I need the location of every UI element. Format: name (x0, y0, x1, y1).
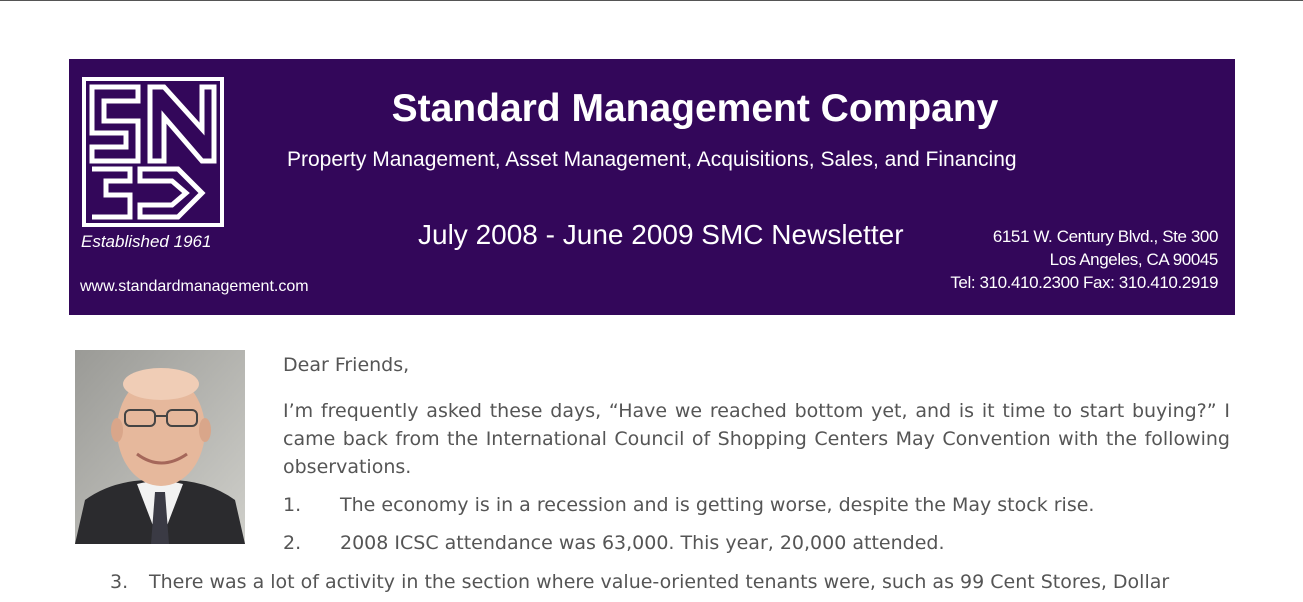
company-tagline: Property Management, Asset Management, Acquisitions, Sales, and Financing (287, 148, 1017, 171)
list-item (110, 568, 1235, 596)
list-item-number: 3. (110, 571, 129, 593)
list-item-number: 1. (283, 494, 302, 516)
address-line-1: 6151 W. Century Blvd., Ste 300 (992, 227, 1218, 246)
established-label: Established 1961 (81, 232, 212, 251)
letter-body (283, 351, 1230, 557)
list-item (283, 491, 1230, 519)
list-item-text: There was a lot of activity in the section where value-oriented tenants were, such as 99 Cent Stores, Dollar (149, 571, 1170, 593)
list-item-text: 2008 ICSC attendance was 63,000. This year, 20,000 attended. (340, 532, 945, 554)
website-link[interactable]: www.standardmanagement.com (80, 278, 309, 295)
address-line-2: Los Angeles, CA 90045 (1049, 250, 1218, 269)
newsletter-title: July 2008 - June 2009 SMC Newsletter (418, 219, 904, 250)
newsletter-header-banner (69, 59, 1235, 315)
list-item (283, 529, 1230, 557)
contact-line: Tel: 310.410.2300 Fax: 310.410.2919 (950, 273, 1218, 292)
portrait-photo (75, 350, 245, 544)
company-name: Standard Management Company (391, 87, 999, 130)
letter-intro: I’m frequently asked these days, “Have we reached bottom yet, and is it time to start buying?” I came back from the International Council of Shopping Centers May Convention with the following observations. (283, 400, 1230, 478)
company-address (950, 225, 1218, 294)
list-item-text: The economy is in a recession and is getting worse, despite the May stock rise. (340, 494, 1095, 516)
top-rule (0, 0, 1303, 1)
list-item-number: 2. (283, 532, 302, 554)
letter-greeting: Dear Friends, (283, 354, 410, 376)
